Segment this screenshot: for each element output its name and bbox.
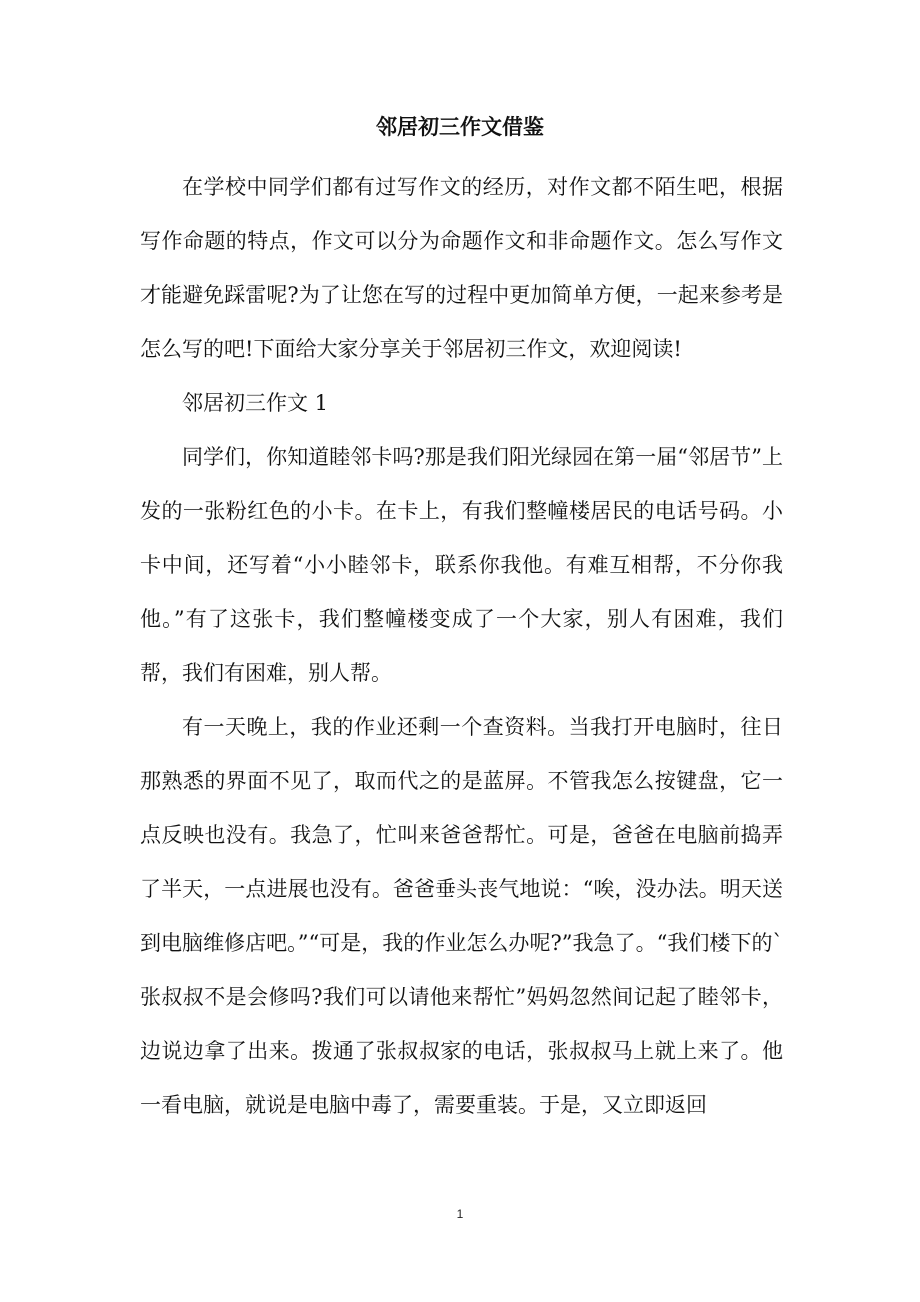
document-title: 邻居初三作文借鉴 — [376, 114, 544, 139]
section-heading: 邻居初三作文 1 — [182, 391, 329, 415]
paragraph-intro: 在学校中同学们都有过写作文的经历，对作文都不陌生吧，根据写作命题的特点，作文可以分为命题作文和非命题作文。怎么写作文才能避免踩雷呢?为了让您在写的过程中更加简单方便，一起来参考是怎么写的吧!下面给大家分享关于邻居初三作文，欢迎阅读! — [140, 175, 783, 361]
paragraph: 有一天晚上，我的作业还剩一个查资料。当我打开电脑时，往日那熟悉的界面不见了，取而代之的是蓝屏。不管我怎么按键盘，它一点反映也没有。我急了，忙叫来爸爸帮忙。可是，爸爸在电脑前捣弄了半天，一点进展也没有。爸爸垂头丧气地说：“唉，没办法。明天送到电脑维修店吧。”“可是，我的作业怎么办呢?”我急了。“我们楼下的`张叔叔不是会修吗?我们可以请他来帮忙”妈妈忽然间记起了睦邻卡，边说边拿了出来。拨通了张叔叔家的电话，张叔叔马上就上来了。他一看电脑，就说是电脑中毒了，需要重装。于是，又立即返回 — [140, 715, 783, 1117]
document-body — [140, 160, 783, 1132]
paragraph: 同学们，你知道睦邻卡吗?那是我们阳光绿园在第一届“邻居节”上发的一张粉红色的小卡。在卡上，有我们整幢楼居民的电话号码。小卡中间，还写着“小小睦邻卡，联系你我他。有难互相帮，不分你我他。”有了这张卡，我们整幢楼变成了一个大家，别人有困难，我们帮，我们有困难，别人帮。 — [140, 445, 783, 685]
page-number: 1 — [456, 1207, 464, 1221]
